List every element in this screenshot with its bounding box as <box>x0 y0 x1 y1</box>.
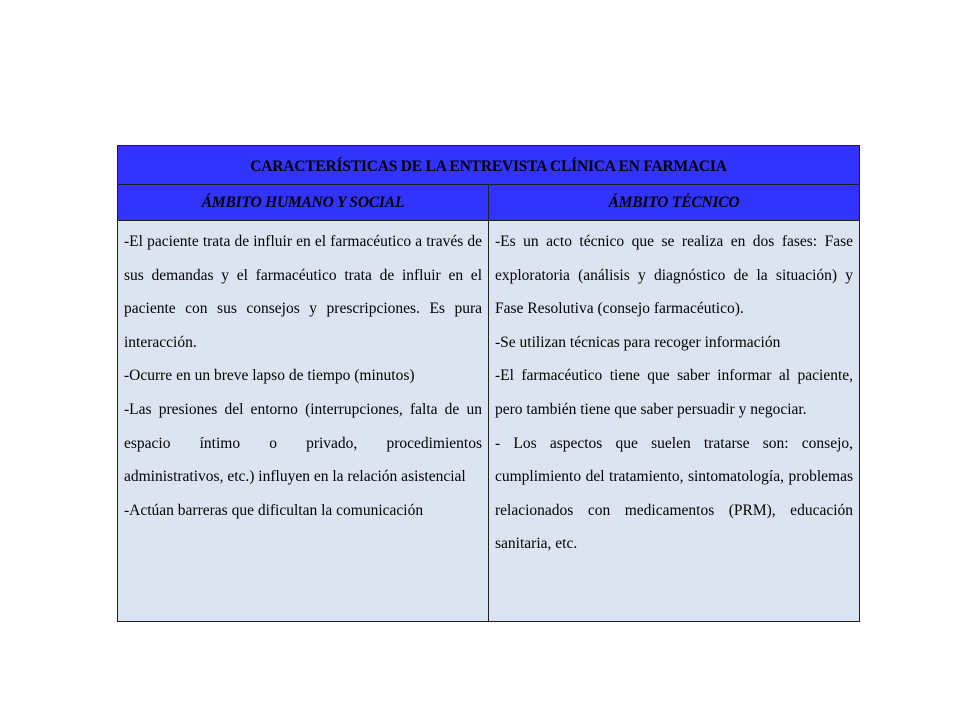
column-header-human-social: ÁMBITO HUMANO Y SOCIAL <box>118 185 489 221</box>
human-social-cell <box>118 221 489 622</box>
technical-paragraph: -El farmacéutico tiene que saber informar al paciente, pero también tiene que saber persuadir y negociar. <box>495 367 854 418</box>
human-social-paragraph: -Las presiones del entorno (interrupciones, falta de un espacio íntimo o privado, procedimientos administrativos, etc.) influyen en la relación asistencial <box>124 400 482 486</box>
human-social-paragraph: -Ocurre en un breve lapso de tiempo (minutos) <box>124 367 415 385</box>
technical-text <box>489 221 859 569</box>
header-row <box>118 185 860 221</box>
technical-paragraph: - Los aspectos que suelen tratarse son: consejo, cumplimiento del tratamiento, sintomatología, problemas relacionados con medicamentos (PRM), educación sanitaria, etc. <box>495 434 854 553</box>
characteristics-table <box>117 145 860 622</box>
human-social-paragraph: -Actúan barreras que dificultan la comunicación <box>124 501 424 519</box>
technical-cell <box>489 221 860 622</box>
title-row <box>118 146 860 185</box>
body-row <box>118 221 860 622</box>
table-title: CARACTERÍSTICAS DE LA ENTREVISTA CLÍNICA EN FARMACIA <box>118 146 860 185</box>
technical-paragraph: -Es un acto técnico que se realiza en dos fases: Fase exploratoria (análisis y diagnóstico de la situación) y Fase Resolutiva (consejo farmacéutico). <box>495 233 854 318</box>
column-header-technical: ÁMBITO TÉCNICO <box>489 185 860 221</box>
technical-paragraph: -Se utilizan técnicas para recoger información <box>495 333 781 351</box>
human-social-paragraph: -El paciente trata de influir en el farmacéutico a través de sus demandas y el farmacéutico trata de influir en el paciente con sus consejos y prescripciones. Es pura interacción. <box>124 233 482 351</box>
human-social-text <box>118 221 488 535</box>
